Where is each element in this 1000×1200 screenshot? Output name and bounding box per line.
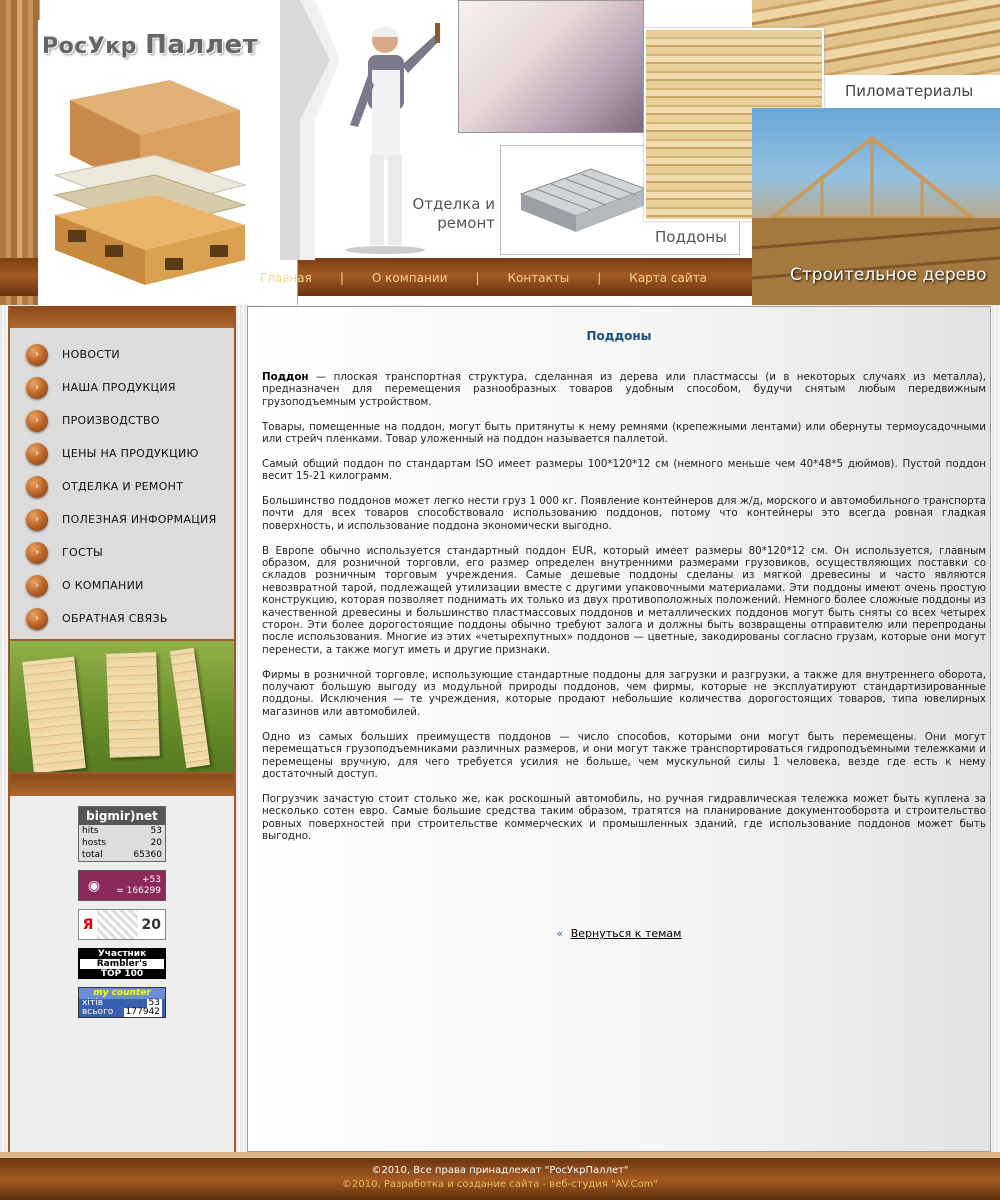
lumber-label[interactable]: Пиломатериалы: [845, 82, 974, 100]
paragraph: Большинство поддонов может легко нести груз 1 000 кг. Появление контейнеров для ж/д, морского и автомобильного транспорта почти для всех товаров способствовало использованию поддонов, потому что контейнеры это всегда ровная гладкая поверхность, и использование поддона экономически выгодно.: [262, 495, 986, 532]
paragraph: В Европе обычно используется стандартный поддон EUR, который имеет размеры 80*120*12 см. Он используется, главным образом, для розничной торговли, его размер определен внутренними размерами грузовиков, осуществляющих поставки со складов розничным торговым учреждения. Самые дешевые поддоны сделаны из мягкой древесины и часто являются невозвратной тарой, подлежащей утилизации вместе с другими упаковочными материалами. Эти поддоны имеют очень простую конструкцию, которая позволяет поднимать их только из двух противоположных положений. Немного более сложные поддоны из качественной древесины и большинство пластмассовых поддонов и металлических поддонов могут быть сняты со всех четырех сторон. Эти более дорогостоящие поддоны обычно требуют залога и должны быть возвращены отправителю или перепроданы после использования. Многие из этих «четырехпутных» поддонов — цветные, закодированы согласно грузам, которые они могут перенести, а также могут иметь и другие признаки.: [262, 544, 986, 656]
rambler-top100-badge[interactable]: Участник Rambler's TOP 100: [78, 948, 166, 979]
chevron-decoration: [280, 0, 340, 260]
paragraph: Поддон — плоская транспортная структура, сделанная из дерева или пластмассы (и в некоторых случаях из металла), предназначен для перемещения разнообразных товаров удобным способом, будучи снятым любым передвижным грузоподъемным устройством.: [262, 371, 986, 408]
sidebar-item-prices[interactable]: [10, 437, 234, 470]
back-link-row: [248, 927, 990, 940]
copyright-text: ©2010, Все права принадлежат "РосУкрПаллет": [371, 1165, 629, 1176]
article-body: [262, 371, 986, 855]
plank-image: [106, 652, 160, 758]
counter-row: хітів 53: [82, 998, 160, 1008]
sidebar-item-label: ПОЛЕЗНАЯ ИНФОРМАЦИЯ: [62, 513, 217, 526]
nav-separator: |: [597, 271, 602, 285]
sidebar: [8, 306, 236, 1152]
header: [0, 0, 1000, 305]
sidebar-top-bar: [10, 306, 234, 328]
paragraph: Одно из самых больших преимуществ поддонов — число способов, которыми они могут быть перемещены. Они могут перемещаться грузоподъемниками различных размеров, и они могут также транспортироваться гидроподъемными тележками и перемещены вручную, для чего требуется усилия не больше, чем мускульной силы 1 человека, везде где есть к нему достаточный доступ.: [262, 730, 986, 780]
sidebar-item-label: ОТДЕЛКА И РЕМОНТ: [62, 480, 184, 493]
nav-home[interactable]: Главная: [260, 271, 312, 285]
footer: [0, 1158, 1000, 1200]
planks-on-grass-photo: [10, 639, 234, 774]
logo-part1: РосУкр: [42, 34, 137, 59]
logo-part2: Паллет: [145, 30, 259, 60]
counter-row: всього 177942: [82, 1007, 160, 1017]
paragraph: Самый общий поддон по стандартам ISO имеет размеры 100*120*12 см (немного меньше чем 40*48*5 дюймов). Пустой поддон весит 15-21 килограмм.: [262, 457, 986, 483]
sidebar-item-label: ОБРАТНАЯ СВЯЗЬ: [62, 612, 168, 625]
arrow-bullet-icon: ›: [26, 443, 48, 465]
arrow-bullet-icon: ›: [26, 608, 48, 630]
sidebar-item-about[interactable]: [10, 569, 234, 602]
sidebar-item-label: О КОМПАНИИ: [62, 579, 144, 592]
arrow-bullet-icon: ›: [26, 509, 48, 531]
sidebar-item-news[interactable]: [10, 338, 234, 371]
nav-separator: |: [339, 271, 344, 285]
back-arrow-icon: «: [556, 927, 564, 940]
finish-label[interactable]: Отделка и ремонт: [412, 195, 495, 232]
bigmir-title: bigmir)net: [79, 807, 165, 825]
sidebar-menu: [10, 328, 234, 639]
sidebar-item-label: ГОСТЫ: [62, 546, 103, 559]
site-logo[interactable]: [42, 30, 258, 60]
mycounter-badge[interactable]: my counter хітів 53 всього 177942: [78, 987, 166, 1018]
sidebar-mid-bar: [10, 774, 234, 796]
plank-image: [22, 657, 85, 774]
nav-about[interactable]: О компании: [371, 271, 448, 285]
sidebar-item-label: ЦЕНЫ НА ПРОДУКЦИЮ: [62, 447, 199, 460]
yandex-logo-icon: Я: [82, 916, 94, 933]
sidebar-item-gosts[interactable]: [10, 536, 234, 569]
arrow-bullet-icon: ›: [26, 410, 48, 432]
yandex-counter[interactable]: Я 20: [78, 909, 166, 940]
developer-credit[interactable]: ©2010, Разработка и создание сайта - веб-студия "AV.Com": [342, 1179, 658, 1190]
pallets-label[interactable]: Поддоны: [655, 228, 728, 246]
nav-contacts[interactable]: Контакты: [507, 271, 570, 285]
back-to-topics-link[interactable]: Вернуться к темам: [570, 927, 682, 940]
sidebar-item-label: ПРОИЗВОДСТВО: [62, 414, 160, 427]
top-nav: [240, 268, 750, 288]
interior-photo: [458, 0, 644, 133]
nav-separator: |: [475, 271, 480, 285]
arrow-bullet-icon: ›: [26, 476, 48, 498]
counter-logo-icon: ◉: [87, 877, 101, 894]
sidebar-item-finishing[interactable]: [10, 470, 234, 503]
counter-row: hits 53: [79, 825, 165, 837]
counter-row: total 65360: [79, 849, 165, 861]
arrow-bullet-icon: ›: [26, 575, 48, 597]
counter-row: hosts 20: [79, 837, 165, 849]
counters-panel: [10, 796, 234, 1036]
sidebar-item-label: НОВОСТИ: [62, 348, 120, 361]
sidebar-item-production[interactable]: [10, 404, 234, 437]
arrow-bullet-icon: ›: [26, 344, 48, 366]
paragraph: Товары, помещенные на поддон, могут быть притянуты к нему ремнями (крепежными лентами) или обернуты термоусадочными или стрейч пленками. Товар уложенный на поддон называется паллетой.: [262, 420, 986, 446]
sidebar-item-feedback[interactable]: [10, 602, 234, 635]
arrow-bullet-icon: ›: [26, 377, 48, 399]
metal-pallet-illustration: [511, 154, 651, 244]
sidebar-item-label: НАША ПРОДУКЦИЯ: [62, 381, 176, 394]
purple-counter[interactable]: ◉ +53 = 166299: [78, 870, 166, 901]
bigmir-counter[interactable]: [78, 806, 166, 862]
plank-image: [170, 648, 210, 768]
arrow-bullet-icon: ›: [26, 542, 48, 564]
sidebar-item-useful-info[interactable]: [10, 503, 234, 536]
pallet-box-illustration: [50, 80, 250, 290]
sidebar-item-products[interactable]: [10, 371, 234, 404]
building-wood-label[interactable]: Строительное дерево: [790, 265, 987, 285]
page-title: Поддоны: [586, 329, 652, 343]
paragraph: Фирмы в розничной торговле, использующие стандартные поддоны для загрузки и разгрузки, а также для внутреннего оборота, получают большую выгоду из модульной природы поддонов, чем фирмы, которые не эксплуатируют стандартизированные поддоны. Исключения — те учреждения, которые продают небольшие количества дорогостоящих товаров, типа ювелирных магазинов или автомобилей.: [262, 668, 986, 718]
main-content: [247, 306, 991, 1152]
nav-sitemap[interactable]: Карта сайта: [629, 271, 708, 285]
paragraph: Погрузчик зачастую стоит столько же, как роскошный автомобиль, но ручная гидравлическая тележка может быть куплена за несколько сотен евро. Самые большие средства таким образом, тратятся на планирование документооборота и строительство ровных поверхностей при строительстве коммерческих и промышленных зданий, где использование поддонов может быть выгодно.: [262, 792, 986, 842]
